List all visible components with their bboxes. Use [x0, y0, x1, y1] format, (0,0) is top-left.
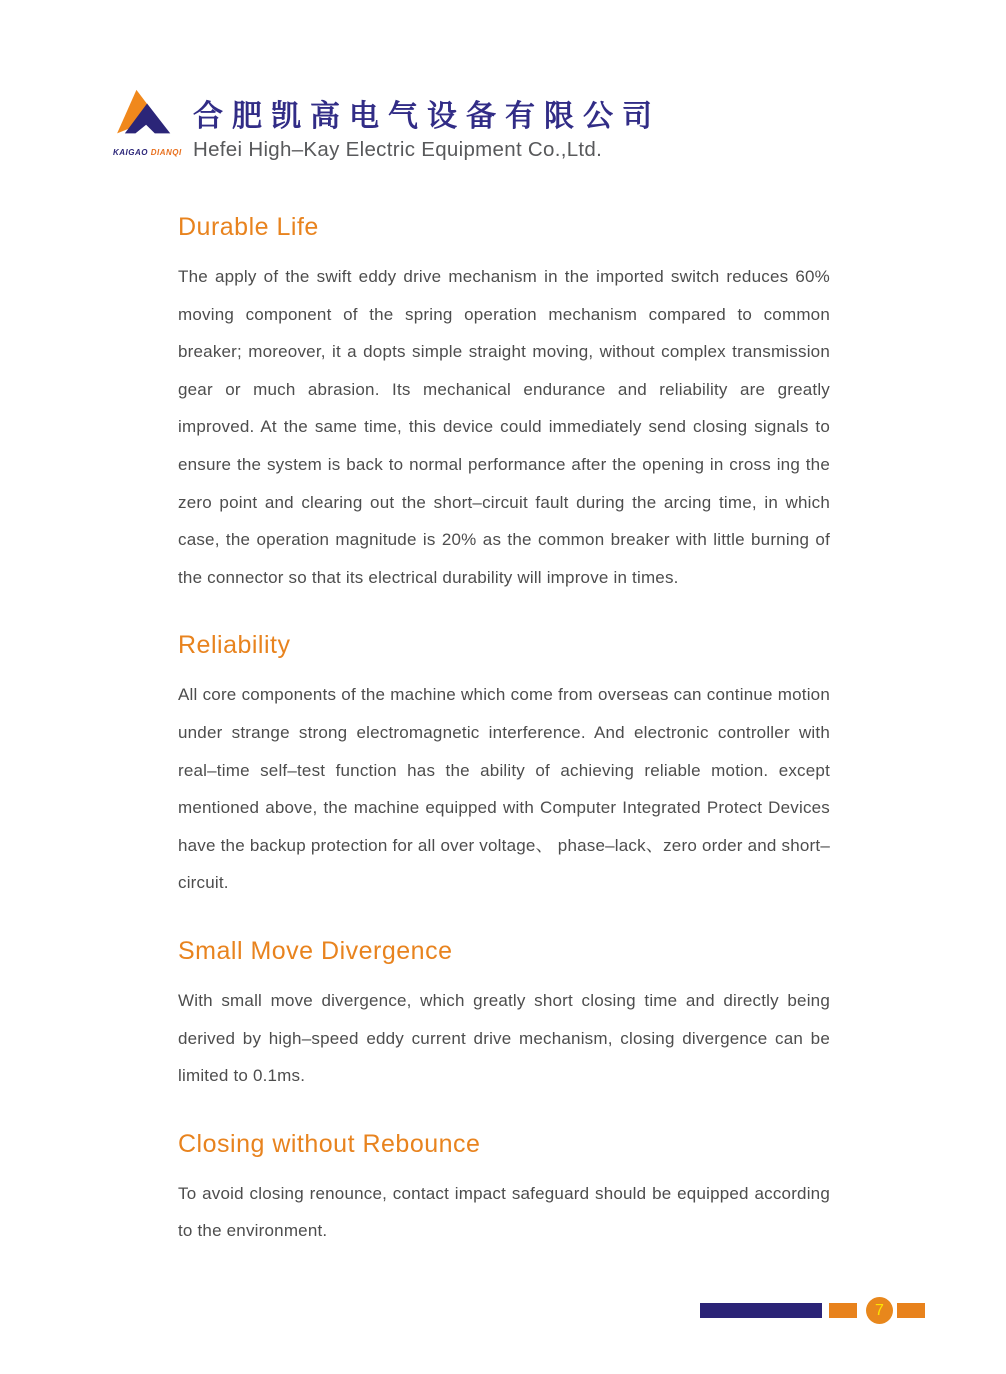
footer-orange-dash-left [829, 1303, 857, 1318]
section-body: All core components of the machine which come from overseas can continue motion under strange strong electromagnetic interference. And electronic controller with real–time self–test function has the ability of achieving reliable motion. except mentioned above, the machine equipped with Computer Integrated Protect Devices have the backup protection for all over voltage、 phase–lack、zero order and short–circuit. [178, 685, 830, 893]
page-number-badge [866, 1297, 893, 1324]
company-name-english: Hefei High–Kay Electric Equipment Co.,Ltd. [193, 138, 603, 161]
section-title: Reliability [178, 631, 291, 660]
footer-orange-dash-right [897, 1303, 925, 1318]
logo-mark-icon [110, 88, 188, 146]
section-title: Closing without Rebounce [178, 1129, 481, 1158]
company-names [193, 100, 661, 162]
section-small-move-divergence [178, 936, 830, 1095]
section-durable-life [178, 212, 830, 596]
page-number: 7 [875, 1302, 884, 1319]
section-body: With small move divergence, which greatly short closing time and directly being derived by high–speed eddy current drive mechanism, closing divergence can be limited to 0.1ms. [178, 990, 830, 1086]
logo-caption-kaigao: KAIGAO [113, 148, 148, 157]
logo-caption-dianqi: DIANQI [150, 148, 182, 157]
section-title: Durable Life [178, 213, 319, 241]
section-body: To avoid closing renounce, contact impact safeguard should be equipped according to the environment. [178, 1183, 830, 1241]
logo-caption [110, 148, 194, 157]
content [178, 212, 830, 1284]
company-name-chinese: 合肥凯高电气设备有限公司 [193, 100, 661, 133]
section-body: The apply of the swift eddy drive mechanism in the imported switch reduces 60% moving component of the spring operation mechanism compared to common breaker; moreover, it a dopts simple straight moving, without complex transmission gear or much abrasion. Its mechanical endurance and reliability are greatly improved. At the same time, this device could immediately send closing signals to ensure the system is back to normal performance after the opening in cross ing the zero point and clearing out the short–circuit fault during the arcing time, in which case, the operation magnitude is 20% as the common breaker with little burning of the connector so that its electrical durability will improve in times. [178, 267, 830, 587]
footer-navy-bar [700, 1303, 822, 1318]
section-reliability [178, 630, 830, 902]
section-title: Small Move Divergence [178, 936, 453, 965]
company-logo [110, 88, 194, 157]
section-closing-without-rebounce [178, 1129, 830, 1250]
